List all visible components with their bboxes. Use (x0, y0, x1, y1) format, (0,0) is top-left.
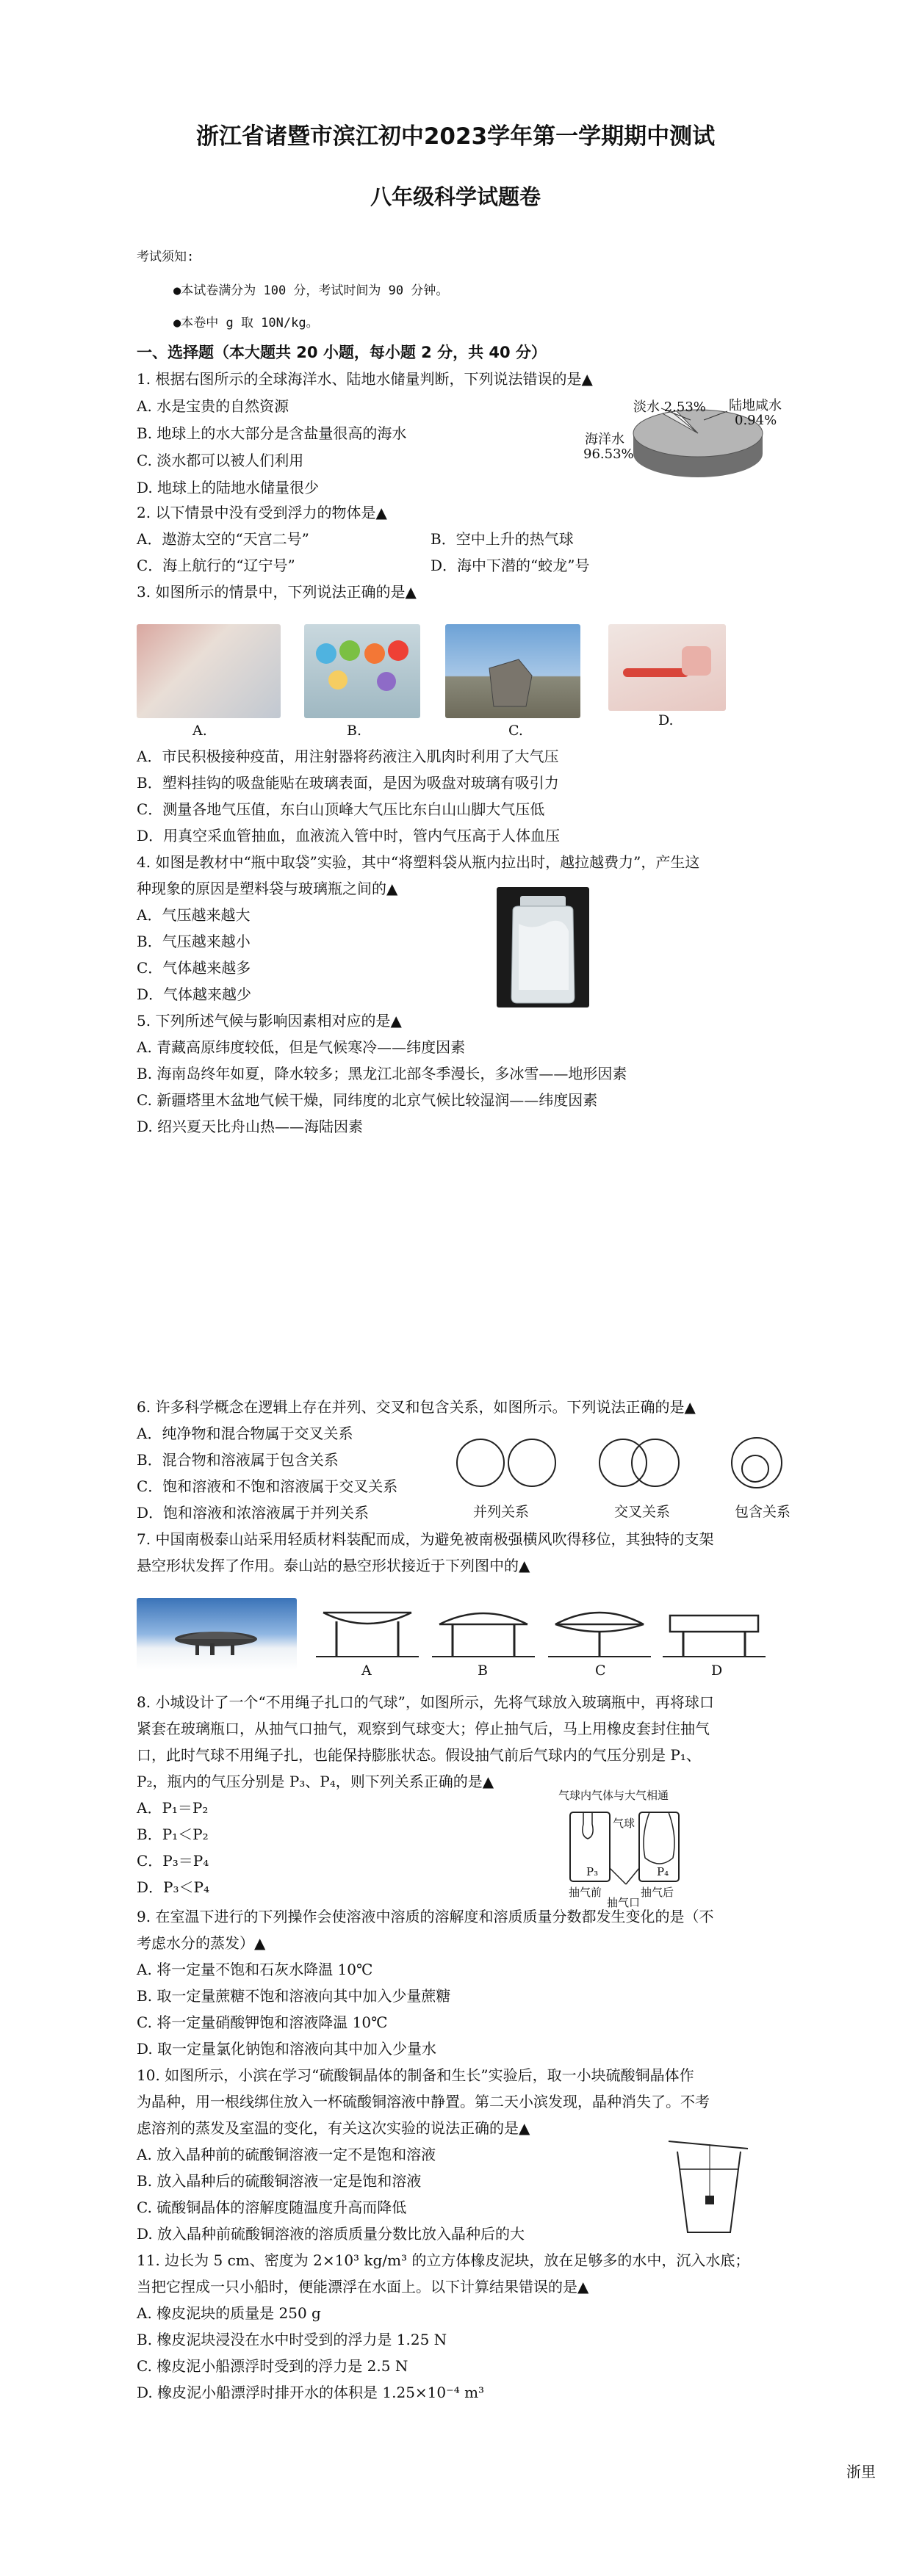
station-icon (137, 1598, 297, 1670)
q1-stem: 1. 根据右图所示的全球海洋水、陆地水储量判断，下列说法错误的是▲ (137, 370, 593, 388)
exam-subtitle: 八年级科学试题卷 (370, 184, 541, 209)
notice-item: ●本卷中 g 取 10N/kg。 (173, 316, 319, 330)
q4-stem: 种现象的原因是塑料袋与玻璃瓶之间的▲ (137, 880, 398, 897)
q10-option: D. 放入晶种前硫酸铜溶液的溶质质量分数比放入晶种后的大 (137, 2225, 525, 2243)
q8-stem: P₂，瓶内的气压分别是 P₃、P₄，则下列关系正确的是▲ (137, 1773, 494, 1790)
q11-option: A. 橡皮泥块的质量是 250 g (137, 2304, 321, 2322)
stone-icon (445, 624, 580, 718)
contain-circle-outer (732, 1438, 782, 1488)
notice-heading: 考试须知: (137, 250, 195, 264)
exam-title: 浙江省诸暨市滨江初中2023学年第一学期期中测试 (195, 123, 716, 150)
seed-crystal (705, 2196, 714, 2204)
q5-option: C. 新疆塔里木盆地气候干燥，同纬度的北京气候比较湿润——纬度因素 (137, 1091, 598, 1109)
q4-option: C．气体越来越多 (137, 959, 251, 977)
q8-fig-balloon-label: 气球 (613, 1817, 635, 1830)
q7-fig-label: C (595, 1663, 606, 1679)
q4-stem: 4. 如图是教材中“瓶中取袋”实验，其中“将塑料袋从瓶内拉出时，越拉越费力”，产生这 (137, 853, 700, 871)
q8-fig-after: 抽气后 (641, 1886, 674, 1899)
q2-stem: 2. 以下情景中没有受到浮力的物体是▲ (137, 504, 387, 521)
pump-port-line (610, 1868, 626, 1884)
q6-stem: 6. 许多科学概念在逻辑上存在并列、交叉和包含关系，如图所示。下列说法正确的是▲ (137, 1398, 696, 1416)
q6-fig-label: 包含关系 (735, 1504, 791, 1520)
q3-photo-mountain-stone (445, 624, 580, 718)
q8-option: D．P₃＜P₄ (137, 1878, 209, 1896)
q5-option: B. 海南岛终年如夏，降水较多；黑龙江北部冬季漫长，多冰雪——地形因素 (137, 1065, 627, 1082)
q8-stem: 紧套在玻璃瓶口，从抽气口抽气，观察到气球变大；停止抽气后，马上用橡皮套封住抽气 (137, 1720, 710, 1737)
stirring-rod (669, 2141, 748, 2149)
blood-tube-icon (608, 624, 726, 711)
q10-option: A. 放入晶种前的硫酸铜溶液一定不是饱和溶液 (137, 2146, 436, 2163)
q1-option: A. 水是宝贵的自然资源 (137, 397, 289, 415)
q4-option: A．气压越来越大 (137, 906, 251, 924)
q3-fig-label: D. (658, 712, 674, 728)
q6-fig-label: 并列关系 (473, 1504, 530, 1520)
q2-option: D．海中下潜的“蛟龙”号 (431, 557, 590, 574)
q1-option: B. 地球上的水大部分是含盐量很高的海水 (137, 424, 407, 442)
q10-stem: 虑溶剂的蒸发及室温的变化，有关这次实验的说法正确的是▲ (137, 2119, 530, 2137)
q3-photo-suction-hooks (304, 624, 420, 718)
q8-option: B．P₁＜P₂ (137, 1826, 209, 1843)
q8-fig-p4: P₄ (657, 1865, 669, 1878)
q11-stem: 当把它捏成一只小船时，便能漂浮在水面上。以下计算结果错误的是▲ (137, 2278, 589, 2295)
q8-stem: 口，此时气球不用绳子扎，也能保持膨胀状态。假设抽气前后气球内的气压分别是 P₁、 (137, 1746, 701, 1764)
q3-photo-blood-draw (608, 624, 726, 711)
q1-option: C. 淡水都可以被人们利用 (137, 452, 304, 469)
q1-option: D. 地球上的陆地水储量很少 (137, 479, 320, 496)
q10-beaker-diagram (661, 2131, 757, 2241)
pie-label-ocean-value: 96.53% (583, 446, 634, 462)
q7-fig-label: A (361, 1663, 372, 1679)
q3-fig-label: A. (192, 723, 207, 739)
q10-option: C. 硫酸铜晶体的溶解度随温度升高而降低 (137, 2199, 407, 2216)
q8-option: C．P₃＝P₄ (137, 1852, 209, 1870)
q3-option: B．塑料挂钩的吸盘能贴在玻璃表面，是因为吸盘对玻璃有吸引力 (137, 774, 559, 792)
section-title: 一、选择题（本大题共 20 小题，每小题 2 分，共 40 分） (137, 344, 547, 361)
q5-option: A. 青藏高原纬度较低，但是气候寒冷——纬度因素 (137, 1038, 466, 1056)
q10-option: B. 放入晶种后的硫酸铜溶液一定是饱和溶液 (137, 2172, 422, 2190)
q11-option: C. 橡皮泥小船漂浮时受到的浮力是 2.5 N (137, 2357, 408, 2375)
shape-d (663, 1616, 766, 1657)
q3-fig-label: B. (347, 723, 362, 739)
q4-option: B．气压越来越小 (137, 933, 251, 950)
q11-stem: 11. 边长为 5 cm、密度为 2×10³ kg/m³ 的立方体橡皮泥块，放在足够多的水中，沉入水底； (137, 2251, 750, 2269)
q11-option: D. 橡皮泥小船漂浮时排开水的体积是 1.25×10⁻⁴ m³ (137, 2384, 485, 2401)
parallel-circle-left (457, 1439, 504, 1486)
q3-option: C．测量各地气压值，东白山顶峰大气压比东白山山脚大气压低 (137, 800, 545, 818)
q8-fig-p3: P₃ (586, 1865, 599, 1878)
q5-stem: 5. 下列所述气候与影响因素相对应的是▲ (137, 1012, 402, 1030)
q7-stem: 悬空形状发挥了作用。泰山站的悬空形状接近于下列图中的▲ (137, 1557, 530, 1574)
balloon-before (583, 1812, 593, 1839)
q7-fig-label: B (478, 1663, 488, 1679)
q6-fig-label: 交叉关系 (614, 1504, 671, 1520)
notice-item: ●本试卷满分为 100 分，考试时间为 90 分钟。 (173, 283, 449, 298)
q2-option: C．海上航行的“辽宁号” (137, 557, 295, 574)
q7-shape-options (307, 1599, 777, 1673)
q3-fig-label: C. (508, 723, 523, 739)
q3-option: A．市民积极接种疫苗，用注射器将药液注入肌肉时利用了大气压 (137, 748, 559, 765)
q4-option: D．气体越来越少 (137, 985, 252, 1003)
q9-option: C. 将一定量硝酸钾饱和溶液降温 10℃ (137, 2014, 388, 2031)
q9-option: A. 将一定量不饱和石灰水降温 10℃ (137, 1961, 373, 1978)
q7-photo-taishan-station (137, 1598, 297, 1670)
q6-option: D．饱和溶液和浓溶液属于并列关系 (137, 1504, 370, 1522)
q9-option: D. 取一定量氯化钠饱和溶液向其中加入少量水 (137, 2040, 437, 2058)
q4-photo-jar (497, 887, 589, 1007)
q6-option: C．饱和溶液和不饱和溶液属于交叉关系 (137, 1477, 398, 1495)
q9-stem: 9. 在室温下进行的下列操作会使溶液中溶质的溶解度和溶质质量分数都发生变化的是（不 (137, 1908, 714, 1925)
q3-photo-injection (137, 624, 281, 718)
q8-stem: 8. 小城设计了一个“不用绳子扎口的气球”，如图所示，先将气球放入玻璃瓶中，再将球口 (137, 1693, 714, 1711)
pie-label-ocean: 海洋水 (585, 432, 624, 447)
q9-option: B. 取一定量蔗糖不饱和溶液向其中加入少量蔗糖 (137, 1987, 451, 2005)
glass-jar-icon (497, 887, 589, 1007)
q10-stem: 10. 如图所示，小滨在学习“硫酸铜晶体的制备和生长”实验后，取一小块硫酸铜晶体作 (137, 2066, 694, 2084)
q8-fig-before: 抽气前 (569, 1886, 602, 1899)
q3-option: D．用真空采血管抽血，血液流入管中时，管内气压高于人体血压 (137, 827, 561, 844)
pie-label-fresh: 淡水 2.53% (633, 399, 706, 415)
shape-a (316, 1613, 419, 1657)
footer-mark: 浙里 (846, 2463, 876, 2481)
parallel-circle-right (508, 1439, 555, 1486)
q2-option: B．空中上升的热气球 (431, 530, 574, 548)
contain-circle-inner (742, 1455, 768, 1482)
beaker-outline (677, 2152, 741, 2232)
q8-fig-port: 抽气口 (607, 1896, 641, 1909)
q7-fig-label: D (711, 1663, 723, 1679)
balloon-after (644, 1812, 674, 1864)
q5-option: D. 绍兴夏天比舟山热——海陆因素 (137, 1118, 364, 1135)
suction-hook-icons (304, 624, 420, 718)
q3-stem: 3. 如图所示的情景中，下列说法正确的是▲ (137, 583, 417, 601)
q9-stem: 考虑水分的蒸发）▲ (137, 1934, 266, 1952)
q2-option: A．遨游太空的“天宫二号” (137, 530, 309, 548)
pump-port-line (626, 1868, 639, 1884)
q6-option: B．混合物和溶液属于包含关系 (137, 1451, 339, 1469)
q8-option: A．P₁＝P₂ (137, 1799, 209, 1817)
q8-fig-top-label: 气球内气体与大气相通 (558, 1789, 669, 1802)
q6-option: A．纯净物和混合物属于交叉关系 (137, 1425, 353, 1442)
q10-stem: 为晶种，用一根线绑住放入一杯硫酸铜溶液中静置。第二天小滨发现，晶种消失了。不考 (137, 2093, 710, 2110)
pie-label-land-value: 0.94% (735, 413, 777, 428)
q11-option: B. 橡皮泥块浸没在水中时受到的浮力是 1.25 N (137, 2331, 447, 2348)
q7-stem: 7. 中国南极泰山站采用轻质材料装配而成，为避免被南极强横风吹得移位，其独特的支架 (137, 1530, 714, 1548)
q6-relationship-diagram (448, 1432, 815, 1498)
intersect-circle-right (632, 1439, 679, 1486)
shape-c (548, 1613, 651, 1657)
shape-b (432, 1613, 535, 1657)
pie-label-land: 陆地咸水 (729, 398, 782, 413)
